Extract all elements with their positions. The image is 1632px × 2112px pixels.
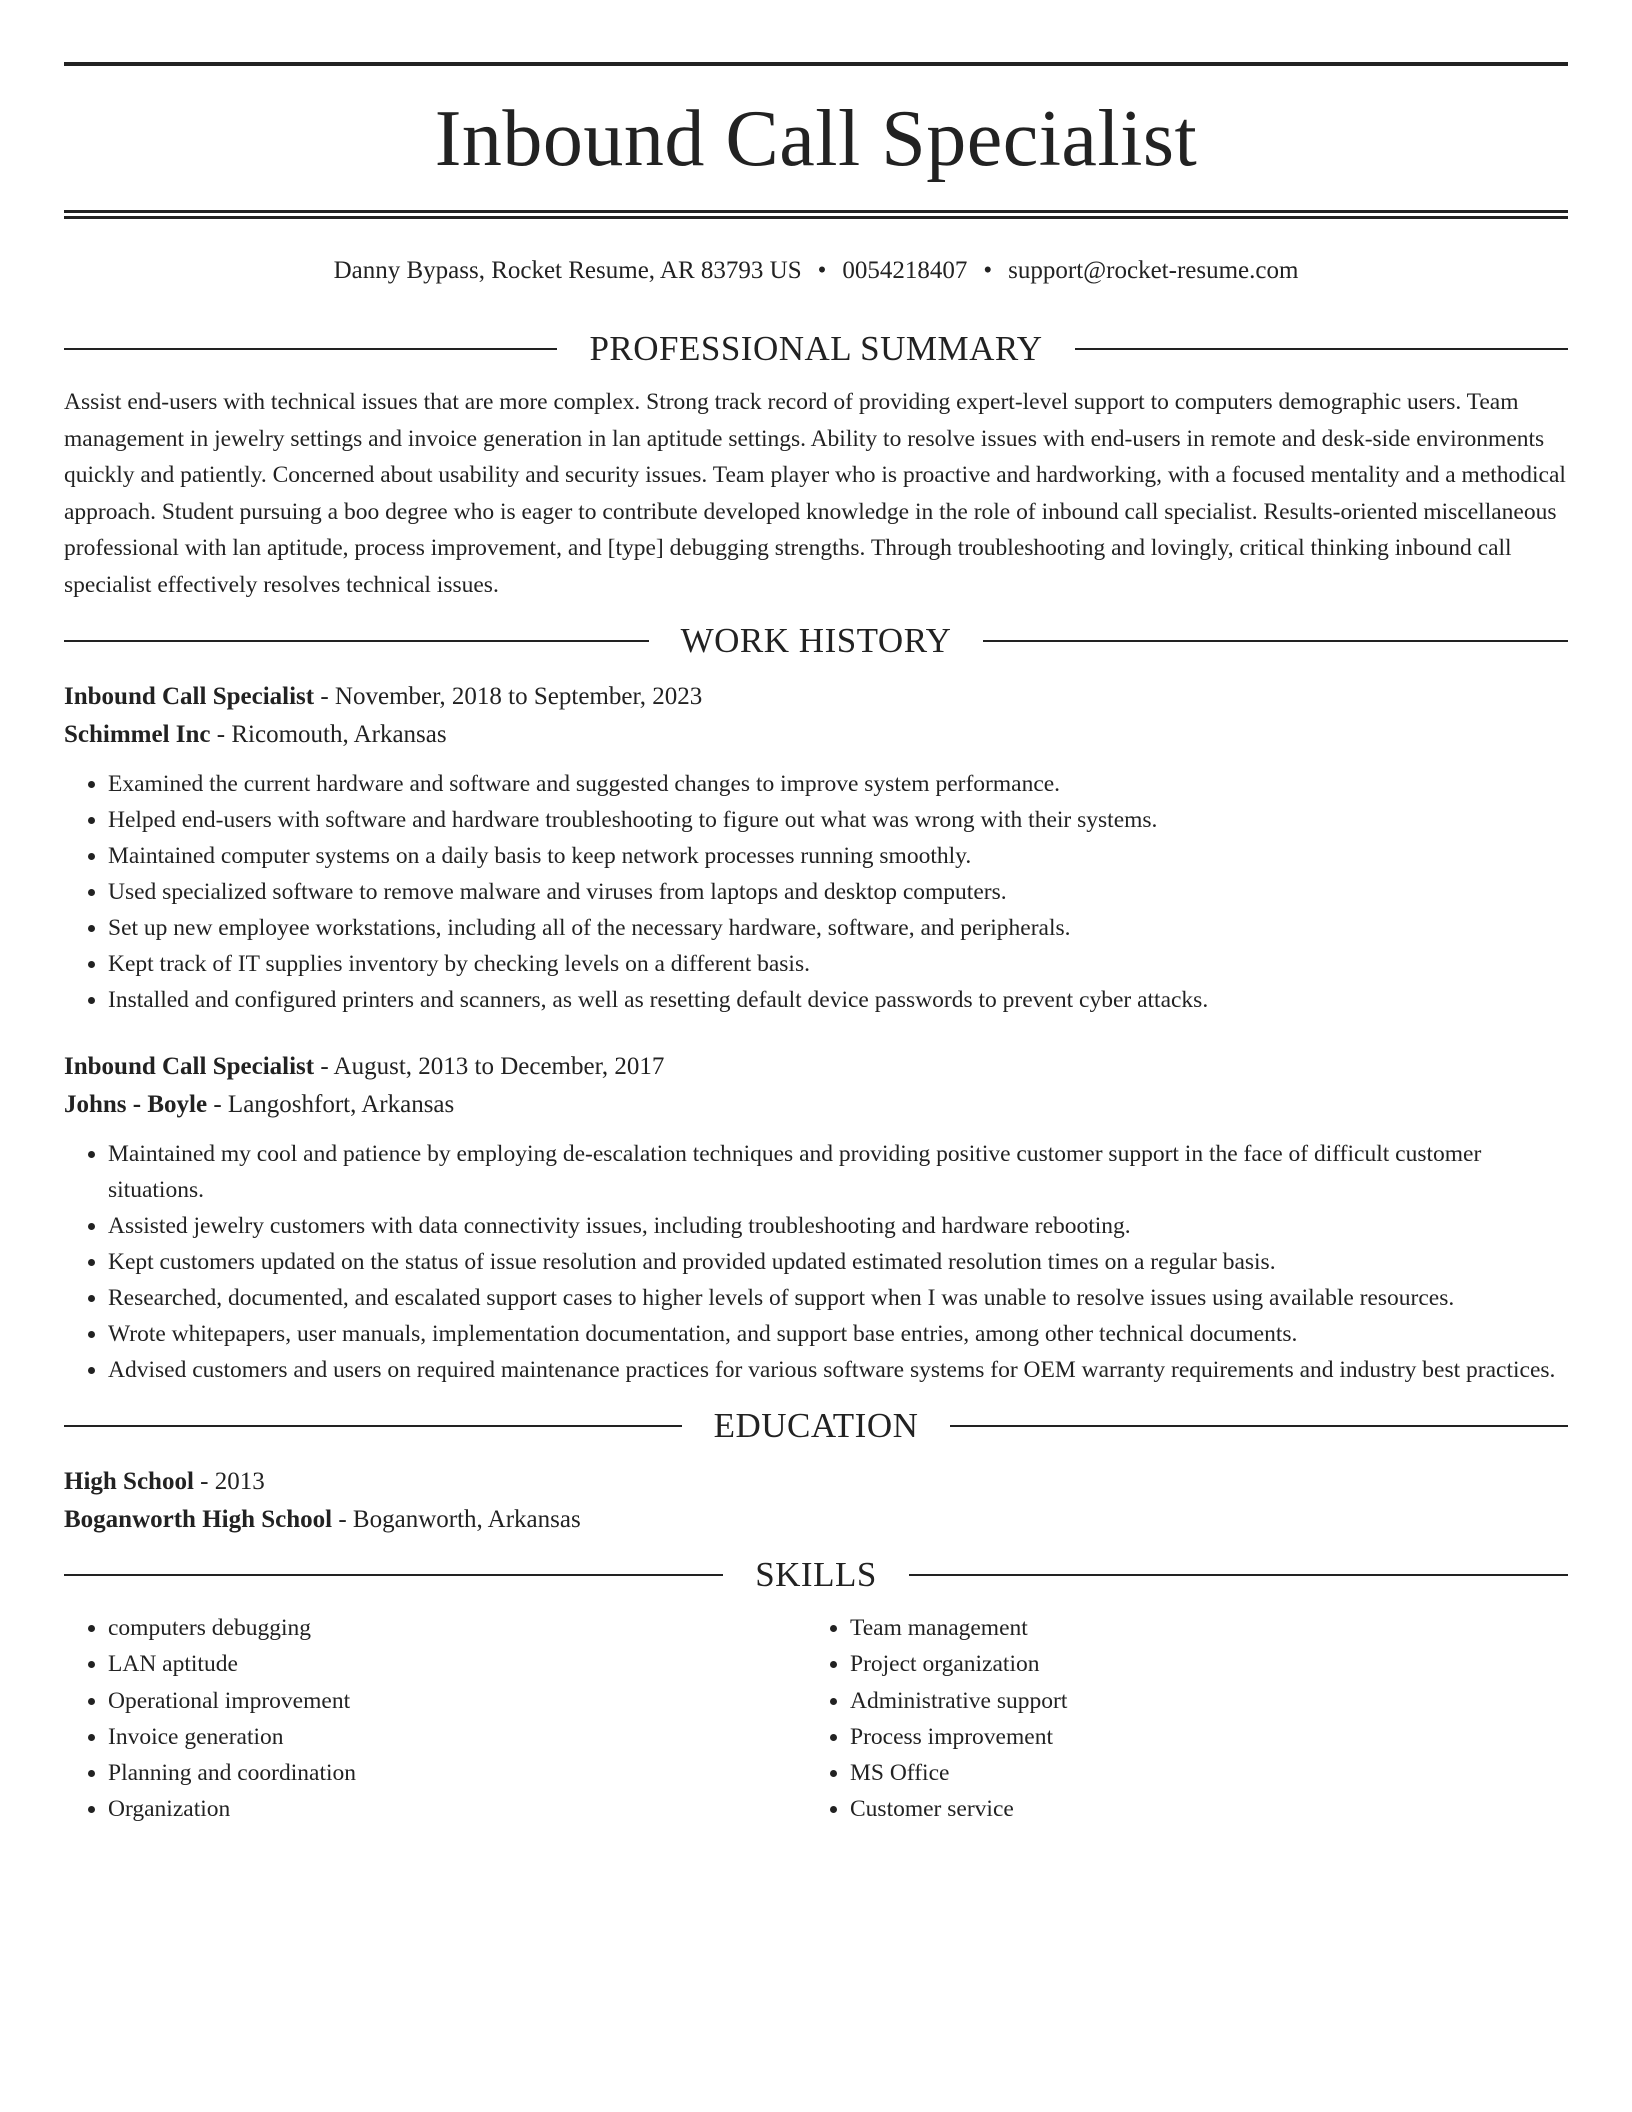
skill-item: • Invoice generation xyxy=(108,1719,806,1755)
job-bullet: • Examined the current hardware and software and suggested changes to improve system performance. xyxy=(108,766,1568,802)
skills-list-left xyxy=(64,1610,806,1828)
resume-title: Inbound Call Specialist xyxy=(434,95,1198,183)
job-bullet: • Maintained my cool and patience by employing de-escalation techniques and providing positive customer support in the face of difficult customer situations. xyxy=(108,1136,1568,1208)
job-title-line xyxy=(64,678,1568,716)
section-rule xyxy=(64,640,649,642)
job-title-line xyxy=(64,1048,1568,1086)
education-location: - Boganworth, Arkansas xyxy=(332,1506,581,1533)
education-entry xyxy=(64,1463,1568,1539)
section-header-work xyxy=(64,623,1568,658)
job-company-line xyxy=(64,716,1568,754)
skill-item: • Team management xyxy=(850,1610,1568,1646)
job-bullet: • Kept track of IT supplies inventory by checking levels on a different basis. xyxy=(108,946,1568,982)
summary-text: Assist end-users with technical issues that are more complex. Strong track record of providing expert-level support to computers demographic users. Team management in jewelry settings and invoice generation in lan aptitude settings. Ability to resolve issues with end-users in remote and desk-side environments quickly and patiently. Concerned about usability and security issues. Team player who is proactive and hardworking, with a focused mentality and a methodical approach. Student pursuing a boo degree who is eager to contribute developed knowledge in the role of inbound call specialist. Results-oriented miscellaneous professional with lan aptitude, process improvement, and [type] debugging strengths. Through troubleshooting and lovingly, critical thinking inbound call specialist effectively resolves technical issues. xyxy=(64,389,1566,598)
section-rule xyxy=(950,1425,1568,1427)
job-bullet: • Maintained computer systems on a daily basis to keep network processes running smoothly. xyxy=(108,838,1568,874)
job-bullet: • Installed and configured printers and scanners, as well as resetting default device passwords to prevent cyber attacks. xyxy=(108,982,1568,1018)
job-location: - Langoshfort, Arkansas xyxy=(207,1091,455,1118)
skills-list-right xyxy=(806,1610,1568,1828)
skills-grid xyxy=(64,1610,1568,1828)
contact-separator: • xyxy=(817,257,827,284)
section-rule xyxy=(909,1574,1568,1576)
resume-page xyxy=(64,0,1568,1828)
job-bullets xyxy=(64,1136,1568,1388)
section-title-skills: SKILLS xyxy=(755,1555,877,1594)
section-rule xyxy=(64,348,557,350)
skill-item: • Planning and coordination xyxy=(108,1755,806,1791)
contact-email: support@rocket-resume.com xyxy=(1008,257,1299,284)
job-company: Johns - Boyle xyxy=(64,1091,208,1118)
job-dates: - November, 2018 to September, 2023 xyxy=(314,683,703,710)
job-company-line xyxy=(64,1086,1568,1124)
job-title: Inbound Call Specialist xyxy=(64,1053,315,1080)
section-rule xyxy=(983,640,1568,642)
section-rule xyxy=(1075,348,1568,350)
skill-item: • Project organization xyxy=(850,1646,1568,1682)
contact-phone: 0054218407 xyxy=(842,257,968,284)
job-bullet: • Advised customers and users on required maintenance practices for various software systems for OEM warranty requirements and industry best practices. xyxy=(108,1352,1568,1388)
contact-line xyxy=(64,257,1568,285)
section-header-skills xyxy=(64,1557,1568,1592)
skill-item: • Administrative support xyxy=(850,1683,1568,1719)
section-header-summary xyxy=(64,331,1568,366)
section-title-education: EDUCATION xyxy=(713,1406,919,1445)
skill-item: • Organization xyxy=(108,1791,806,1827)
section-rule xyxy=(64,1425,682,1427)
skill-item: • MS Office xyxy=(850,1755,1568,1791)
job-title: Inbound Call Specialist xyxy=(64,683,315,710)
job-bullet: • Helped end-users with software and hardware troubleshooting to figure out what was wrong with their systems. xyxy=(108,802,1568,838)
education-degree: High School xyxy=(64,1468,194,1495)
education-degree-line xyxy=(64,1463,1568,1501)
title-rule-bottom xyxy=(64,210,1568,219)
education-year: - 2013 xyxy=(193,1468,265,1495)
skill-item: • Operational improvement xyxy=(108,1683,806,1719)
job-entry xyxy=(64,678,1568,1018)
job-company: Schimmel Inc xyxy=(64,721,211,748)
section-title-work: WORK HISTORY xyxy=(680,621,952,660)
job-entry xyxy=(64,1048,1568,1388)
contact-separator: • xyxy=(983,257,993,284)
education-school: Boganworth High School xyxy=(64,1506,333,1533)
section-header-education xyxy=(64,1408,1568,1443)
job-bullet: • Researched, documented, and escalated support cases to higher levels of support when I was unable to resolve issues using available resources. xyxy=(108,1280,1568,1316)
section-title-summary: PROFESSIONAL SUMMARY xyxy=(589,329,1043,368)
education-school-line xyxy=(64,1501,1568,1539)
contact-address: Danny Bypass, Rocket Resume, AR 83793 US xyxy=(333,257,802,284)
skill-item: • Process improvement xyxy=(850,1719,1568,1755)
job-bullet: • Wrote whitepapers, user manuals, implementation documentation, and support base entries, among other technical documents. xyxy=(108,1316,1568,1352)
job-bullet: • Kept customers updated on the status of issue resolution and provided updated estimated resolution times on a regular basis. xyxy=(108,1244,1568,1280)
skill-item: • LAN aptitude xyxy=(108,1646,806,1682)
job-dates: - August, 2013 to December, 2017 xyxy=(314,1053,665,1080)
job-bullet: • Set up new employee workstations, including all of the necessary hardware, software, and peripherals. xyxy=(108,910,1568,946)
job-bullets xyxy=(64,766,1568,1018)
section-rule xyxy=(64,1574,723,1576)
skill-item: • Customer service xyxy=(850,1791,1568,1827)
job-location: - Ricomouth, Arkansas xyxy=(210,721,447,748)
job-bullet: • Assisted jewelry customers with data connectivity issues, including troubleshooting and hardware rebooting. xyxy=(108,1208,1568,1244)
skill-item: • computers debugging xyxy=(108,1610,806,1646)
job-bullet: • Used specialized software to remove malware and viruses from laptops and desktop computers. xyxy=(108,874,1568,910)
